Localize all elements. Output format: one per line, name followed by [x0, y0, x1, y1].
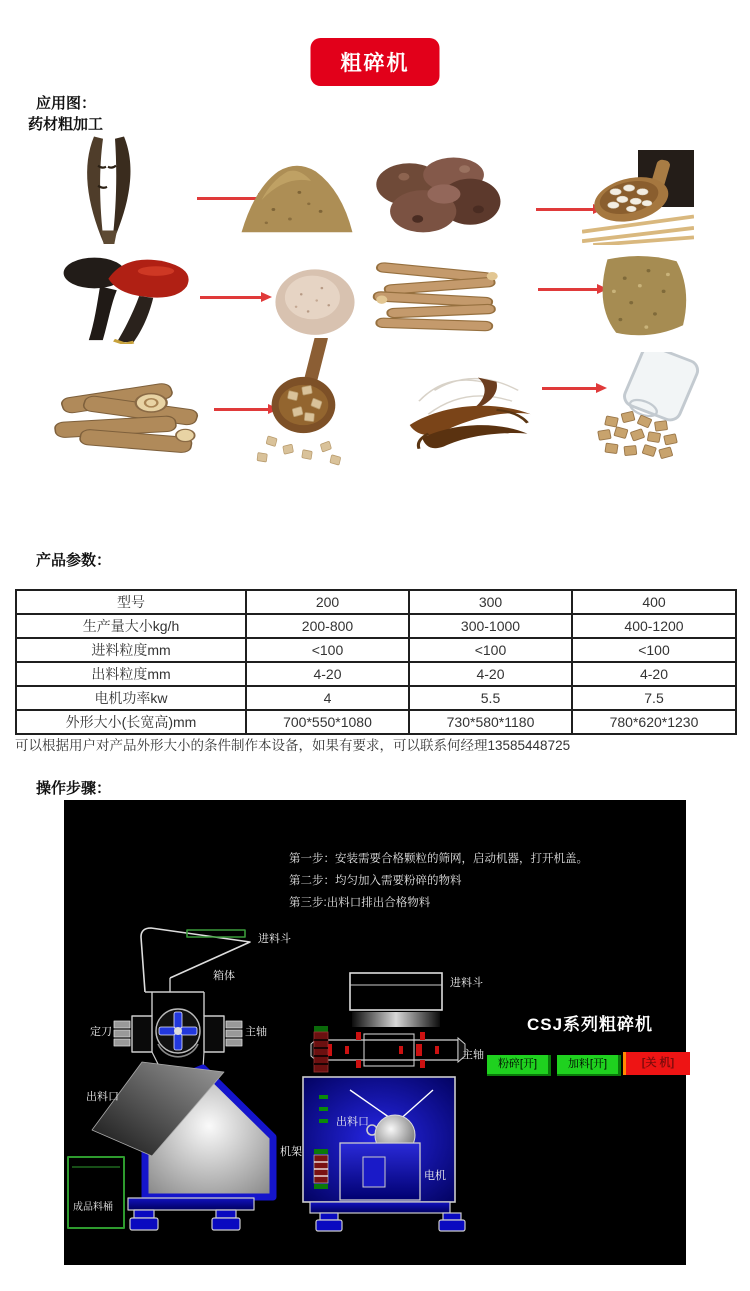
- antler-horns-photo: [58, 132, 158, 244]
- value-cell: 400-1200: [572, 614, 736, 638]
- granules-photo: [588, 250, 696, 344]
- row-label-cell: 出料粒度mm: [16, 662, 246, 686]
- row-label-cell: 电机功率kw: [16, 686, 246, 710]
- spoon-chips-photo: [248, 338, 366, 472]
- product-params-heading: 产品参数：: [36, 552, 112, 569]
- left-machine-schematic: [68, 928, 302, 1230]
- value-cell: 700*550*1080: [246, 710, 409, 734]
- label-right-motor: 电机: [424, 1170, 446, 1182]
- fine-powder-photo: [272, 260, 358, 338]
- operation-diagram: [64, 800, 686, 1265]
- dark-roots-photo: [388, 358, 543, 466]
- value-cell: 300-1000: [409, 614, 572, 638]
- pulley: [314, 1026, 328, 1072]
- row-label-cell: 生产量大小kg/h: [16, 614, 246, 638]
- header-cell: 400: [572, 590, 736, 614]
- scoop-slices-photo: [582, 150, 694, 245]
- label-right-hopper: 进料斗: [450, 977, 483, 989]
- application-heading: 应用图：: [36, 95, 97, 112]
- header-cell: 300: [409, 590, 572, 614]
- feed-slot: [187, 930, 245, 937]
- value-cell: <100: [409, 638, 572, 662]
- root-sticks-photo: [368, 256, 506, 340]
- power-off-button[interactable]: [关 机]: [623, 1052, 690, 1075]
- step-3: 第三步:出料口排出合格物料: [289, 897, 431, 909]
- right-hopper: [350, 973, 442, 1010]
- label-right-main-shaft: 主轴: [462, 1049, 484, 1061]
- hopper-throat: [352, 1012, 440, 1027]
- application-subheading: 药材粗加工: [28, 116, 104, 133]
- row-label-cell: 进料粒度mm: [16, 638, 246, 662]
- operation-steps: [289, 848, 588, 914]
- page-title-badge: 粗碎机: [311, 38, 440, 86]
- table-row: [16, 662, 736, 686]
- red-arrow-icon: [200, 296, 262, 299]
- machine-feet: [316, 1213, 465, 1231]
- label-left-hopper: 进料斗: [258, 933, 291, 945]
- header-cell: 型号: [16, 590, 246, 614]
- series-title: CSJ系列粗碎机: [526, 1015, 654, 1034]
- table-row: [16, 638, 736, 662]
- table-header-row: [16, 590, 736, 614]
- value-cell: 4: [246, 686, 409, 710]
- product-bin: [68, 1157, 124, 1228]
- value-cell: <100: [572, 638, 736, 662]
- crush-on-button[interactable]: 粉碎[开]: [487, 1055, 551, 1076]
- label-left-box: 箱体: [213, 970, 235, 982]
- value-cell: 780*620*1230: [572, 710, 736, 734]
- customization-note: 可以根据用户对产品外形大小的条件制作本设备，如果有要求，可以联系何经理13585448725: [15, 738, 571, 753]
- operation-heading: 操作步骤：: [36, 780, 112, 797]
- value-cell: 5.5: [409, 686, 572, 710]
- value-cell: 200-800: [246, 614, 409, 638]
- table-row: [16, 710, 736, 734]
- value-cell: 7.5: [572, 686, 736, 710]
- step-2: 第二步：均匀加入需要粉碎的物料: [289, 875, 462, 887]
- jar-chunks-photo: [582, 352, 700, 464]
- value-cell: 4-20: [409, 662, 572, 686]
- step-1: 第一步：安装需要合格颗粒的筛网，启动机器，打开机盖。: [289, 853, 588, 865]
- value-cell: 4-20: [572, 662, 736, 686]
- header-cell: 200: [246, 590, 409, 614]
- label-left-main-shaft: 主轴: [245, 1026, 267, 1038]
- motor: [340, 1143, 420, 1200]
- table-row: [16, 686, 736, 710]
- reishi-mushroom-photo: [58, 248, 198, 344]
- right-machine-schematic: [303, 973, 484, 1231]
- label-right-outlet: 出料口: [336, 1116, 369, 1128]
- feed-on-button[interactable]: 加料[开]: [557, 1055, 621, 1076]
- main-shaft-assembly: [311, 1032, 465, 1068]
- wood-chunks-photo: [52, 362, 207, 464]
- motor-pulley: [314, 1149, 328, 1189]
- label-product-bin: 成品料桶: [73, 1202, 113, 1213]
- label-left-frame: 机架: [280, 1146, 302, 1158]
- value-cell: 4-20: [246, 662, 409, 686]
- table-row: [16, 614, 736, 638]
- label-left-fixed-knife: 定刀: [90, 1026, 112, 1038]
- label-left-outlet: 出料口: [86, 1091, 119, 1103]
- coarse-powder-photo: [238, 143, 356, 238]
- root-lumps-photo: [368, 146, 506, 242]
- row-label-cell: 外形大小(长宽高)mm: [16, 710, 246, 734]
- value-cell: <100: [246, 638, 409, 662]
- machine-feet: [130, 1210, 240, 1230]
- product-params-table: [15, 589, 737, 735]
- value-cell: 730*580*1180: [409, 710, 572, 734]
